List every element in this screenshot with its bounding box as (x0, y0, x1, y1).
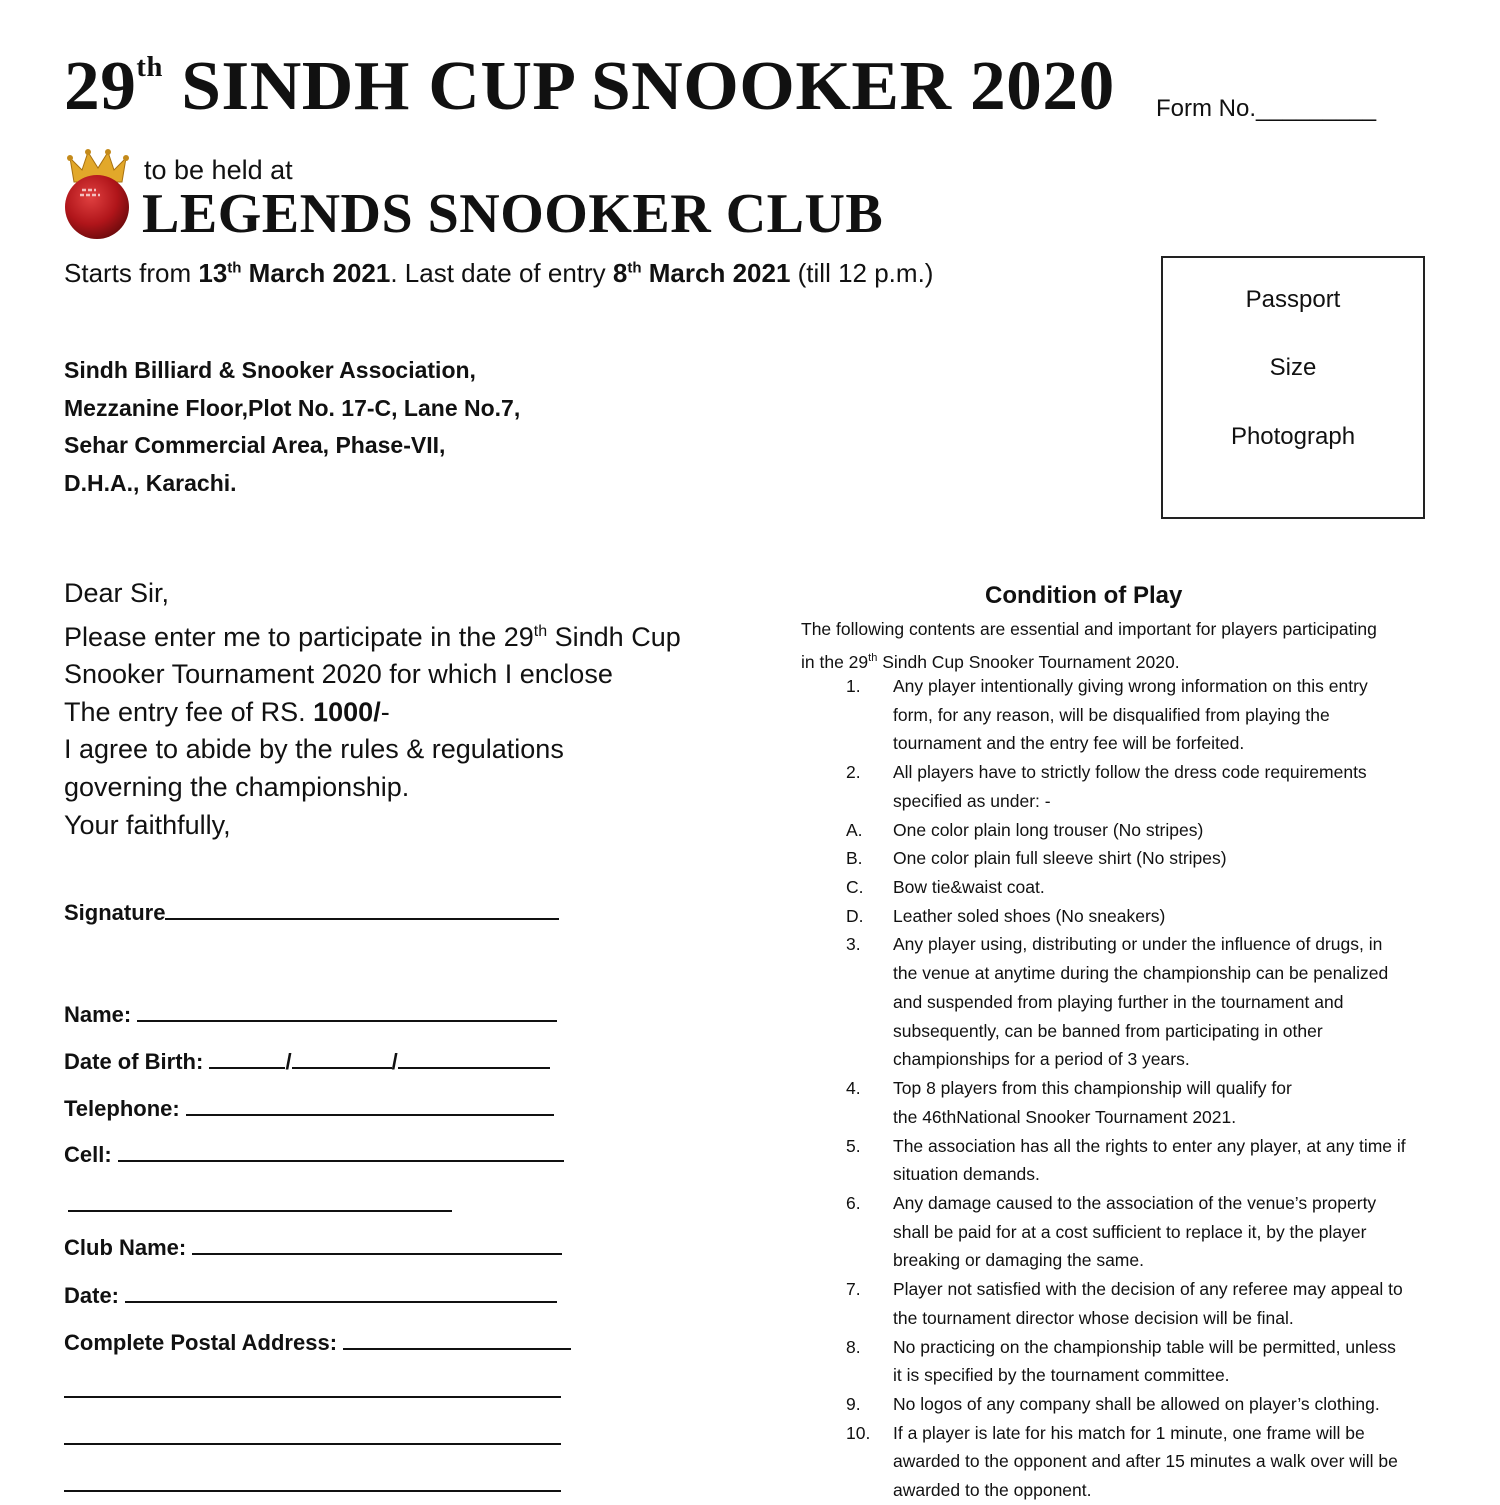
telephone-label: Telephone: (64, 1096, 186, 1121)
dob-separator: / (391, 1049, 398, 1074)
form-number (1156, 95, 1376, 123)
dob-month-line[interactable] (292, 1047, 392, 1069)
conditions-title: Condition of Play (985, 582, 1183, 609)
dates-text: Starts from (64, 258, 199, 288)
postal-address-line[interactable] (64, 1443, 561, 1445)
condition-item (846, 902, 1406, 931)
form-number-blank: _________ (1256, 95, 1377, 122)
dob-separator: / (285, 1049, 292, 1074)
condition-text (893, 1275, 1403, 1332)
condition-line: Any player intentionally giving wrong information on this entry (893, 676, 1368, 696)
condition-item (846, 930, 1406, 1074)
condition-line: and suspended from playing further in the tournament and (893, 991, 1344, 1012)
form-number-label: Form No. (1156, 95, 1257, 122)
intro-text: in the 29 (801, 651, 869, 672)
cell-label: Cell: (64, 1142, 118, 1167)
condition-line: it is specified by the tournament committee. (893, 1365, 1230, 1386)
extra-line[interactable] (68, 1210, 452, 1212)
signature-field[interactable] (64, 898, 559, 926)
condition-number: 4. (846, 1078, 861, 1099)
intro-text: Sindh Cup Snooker Tournament 2020. (877, 651, 1180, 672)
letter-line (64, 694, 681, 732)
name-label: Name: (64, 1002, 138, 1027)
condition-item (846, 1275, 1406, 1332)
name-field[interactable] (64, 1000, 557, 1028)
dob-label: Date of Birth: (64, 1049, 210, 1074)
condition-item (846, 672, 1406, 758)
condition-number: 10. (846, 1422, 871, 1443)
address-line: Sindh Billiard & Snooker Association, (64, 357, 476, 383)
dob-field[interactable] (64, 1047, 550, 1075)
condition-line: the tournament director whose decision will be final. (893, 1307, 1294, 1328)
club-name-line[interactable] (192, 1233, 562, 1255)
postal-address-field[interactable] (64, 1328, 571, 1356)
condition-line: the venue at anytime during the championship can be penalized (893, 963, 1389, 984)
condition-text (893, 672, 1368, 758)
intro-sup: th (868, 651, 878, 664)
condition-text (893, 1419, 1398, 1505)
letter-line: I agree to abide by the rules & regulations (64, 734, 564, 765)
condition-line: Any player using, distributing or under the influence of drugs, in (893, 934, 1383, 955)
condition-text (893, 816, 1203, 845)
condition-text (893, 930, 1388, 1074)
letter-line: governing the championship. (64, 771, 410, 802)
condition-item (846, 758, 1406, 815)
start-sup: th (227, 259, 242, 277)
dob-year-line[interactable] (398, 1047, 550, 1069)
name-line[interactable] (137, 1000, 557, 1022)
salutation: Dear Sir, (64, 578, 170, 608)
conditions-intro (801, 615, 1377, 676)
condition-line: awarded to the opponent and after 15 minutes a walk over will be (893, 1451, 1398, 1472)
condition-line: shall be paid for at a cost sufficient to replace it, by the player (893, 1221, 1367, 1242)
address-line: Sehar Commercial Area, Phase-VII, (64, 432, 446, 458)
date-field[interactable] (64, 1281, 557, 1309)
dates-text: (till 12 p.m.) (790, 258, 934, 288)
condition-text (893, 1074, 1292, 1131)
letter-text: The entry fee of RS. (64, 696, 314, 727)
letter-line (64, 613, 681, 657)
condition-line: tournament and the entry fee will be forfeited. (893, 733, 1245, 754)
cell-line[interactable] (118, 1140, 564, 1162)
club-name-heading: LEGENDS SNOOKER CLUB (142, 183, 884, 245)
condition-line: Bow tie&waist coat. (893, 877, 1045, 898)
condition-number: 8. (846, 1336, 861, 1357)
letter-text: - (380, 696, 390, 727)
entry-letter (64, 575, 681, 844)
letter-text: Please enter me to participate in the 29 (64, 621, 534, 652)
condition-number: 7. (846, 1279, 861, 1300)
condition-item (846, 1419, 1406, 1505)
condition-line: situation demands. (893, 1164, 1040, 1185)
condition-text (893, 1390, 1380, 1419)
condition-number: D. (846, 905, 864, 926)
condition-number: 5. (846, 1135, 861, 1156)
tournament-dates (64, 258, 933, 289)
dob-day-line[interactable] (209, 1047, 285, 1069)
condition-line: championships for a period of 3 years. (893, 1049, 1190, 1070)
condition-line: breaking or damaging the same. (893, 1250, 1144, 1271)
condition-text (893, 1132, 1406, 1189)
condition-item (846, 873, 1406, 902)
condition-text (893, 1189, 1376, 1275)
condition-line: The association has all the rights to enter any player, at any time if (893, 1135, 1406, 1156)
held-at-text: to be held at (144, 155, 293, 185)
address-line: D.H.A., Karachi. (64, 469, 237, 496)
snooker-ball-crown-logo (62, 148, 134, 240)
association-address (64, 352, 520, 502)
condition-item (846, 1333, 1406, 1390)
postal-address-line[interactable] (64, 1396, 561, 1398)
postal-address-label: Complete Postal Address: (64, 1330, 344, 1355)
condition-line: If a player is late for his match for 1 minute, one frame will be (893, 1422, 1365, 1443)
condition-line: One color plain full sleeve shirt (No stripes) (893, 848, 1227, 869)
condition-number: C. (846, 877, 864, 898)
condition-line: specified as under: - (893, 790, 1051, 811)
condition-text (893, 902, 1165, 931)
condition-line: awarded to the opponent. (893, 1480, 1092, 1501)
condition-number: 9. (846, 1393, 861, 1414)
condition-item (846, 1189, 1406, 1275)
condition-line: No practicing on the championship table will be permitted, unless (893, 1336, 1396, 1357)
condition-item (846, 816, 1406, 845)
club-name-label: Club Name: (64, 1235, 193, 1260)
letter-line: Your faithfully, (64, 809, 231, 840)
condition-text (893, 873, 1045, 902)
address-line: Mezzanine Floor,Plot No. 17-C, Lane No.7, (64, 394, 521, 421)
letter-sup: th (533, 622, 548, 640)
photo-box-label: Size (1269, 354, 1317, 381)
condition-text (893, 1333, 1396, 1390)
condition-line: Leather soled shoes (No sneakers) (893, 905, 1166, 926)
club-name-field[interactable] (64, 1233, 562, 1261)
condition-number: B. (846, 848, 863, 869)
postal-address-line[interactable] (343, 1328, 571, 1350)
condition-line: subsequently, can be banned from participating in other (893, 1020, 1323, 1041)
dates-text: . Last date of entry (390, 258, 613, 288)
cell-field[interactable] (64, 1140, 564, 1168)
condition-item (846, 1132, 1406, 1189)
intro-line: The following contents are essential and important for players participating (801, 619, 1377, 639)
start-month-year: March 2021 (241, 258, 391, 288)
page-title (64, 48, 1115, 125)
conditions-list (846, 672, 1406, 1505)
entry-fee: 1000/ (313, 696, 381, 727)
condition-number: 1. (846, 676, 861, 696)
last-month-year: March 2021 (641, 258, 791, 288)
last-day: 8 (612, 258, 628, 288)
condition-number: 2. (846, 762, 861, 783)
condition-line: Player not satisfied with the decision of any referee may appeal to (893, 1279, 1403, 1300)
start-day: 13 (198, 258, 228, 288)
last-sup: th (627, 259, 642, 277)
title-number: 29 (64, 48, 137, 125)
photo-box-label: Photograph (1230, 423, 1356, 450)
signature-label: Signature (64, 900, 166, 925)
signature-line[interactable] (165, 898, 559, 920)
title-superscript: th (136, 52, 163, 83)
condition-line: One color plain long trouser (No stripes) (893, 819, 1204, 840)
condition-text (893, 758, 1367, 815)
condition-line: Top 8 players from this championship will qualify for (893, 1078, 1292, 1099)
condition-item (846, 844, 1406, 873)
letter-line: Snooker Tournament 2020 for which I enclose (64, 659, 613, 690)
condition-item (846, 1074, 1406, 1131)
condition-text (893, 844, 1227, 873)
telephone-line[interactable] (186, 1094, 554, 1116)
condition-number: 6. (846, 1192, 861, 1213)
passport-photo-box (1161, 256, 1425, 519)
condition-item (846, 1390, 1406, 1419)
condition-line: the 46thNational Snooker Tournament 2021. (893, 1106, 1237, 1127)
condition-line: No logos of any company shall be allowed on player’s clothing. (893, 1393, 1380, 1414)
telephone-field[interactable] (64, 1094, 554, 1122)
photo-box-label: Passport (1245, 286, 1341, 313)
date-line[interactable] (125, 1281, 557, 1303)
condition-number: 3. (846, 934, 861, 955)
postal-address-line[interactable] (64, 1490, 561, 1492)
condition-line: form, for any reason, will be disqualified from playing the (893, 704, 1330, 725)
condition-line: All players have to strictly follow the dress code requirements (893, 762, 1367, 783)
date-label: Date: (64, 1283, 126, 1308)
letter-text: Sindh Cup (547, 621, 681, 652)
condition-line: Any damage caused to the association of the venue’s property (893, 1192, 1377, 1213)
condition-number: A. (846, 819, 863, 840)
title-text: SINDH CUP SNOOKER 2020 (162, 48, 1115, 125)
